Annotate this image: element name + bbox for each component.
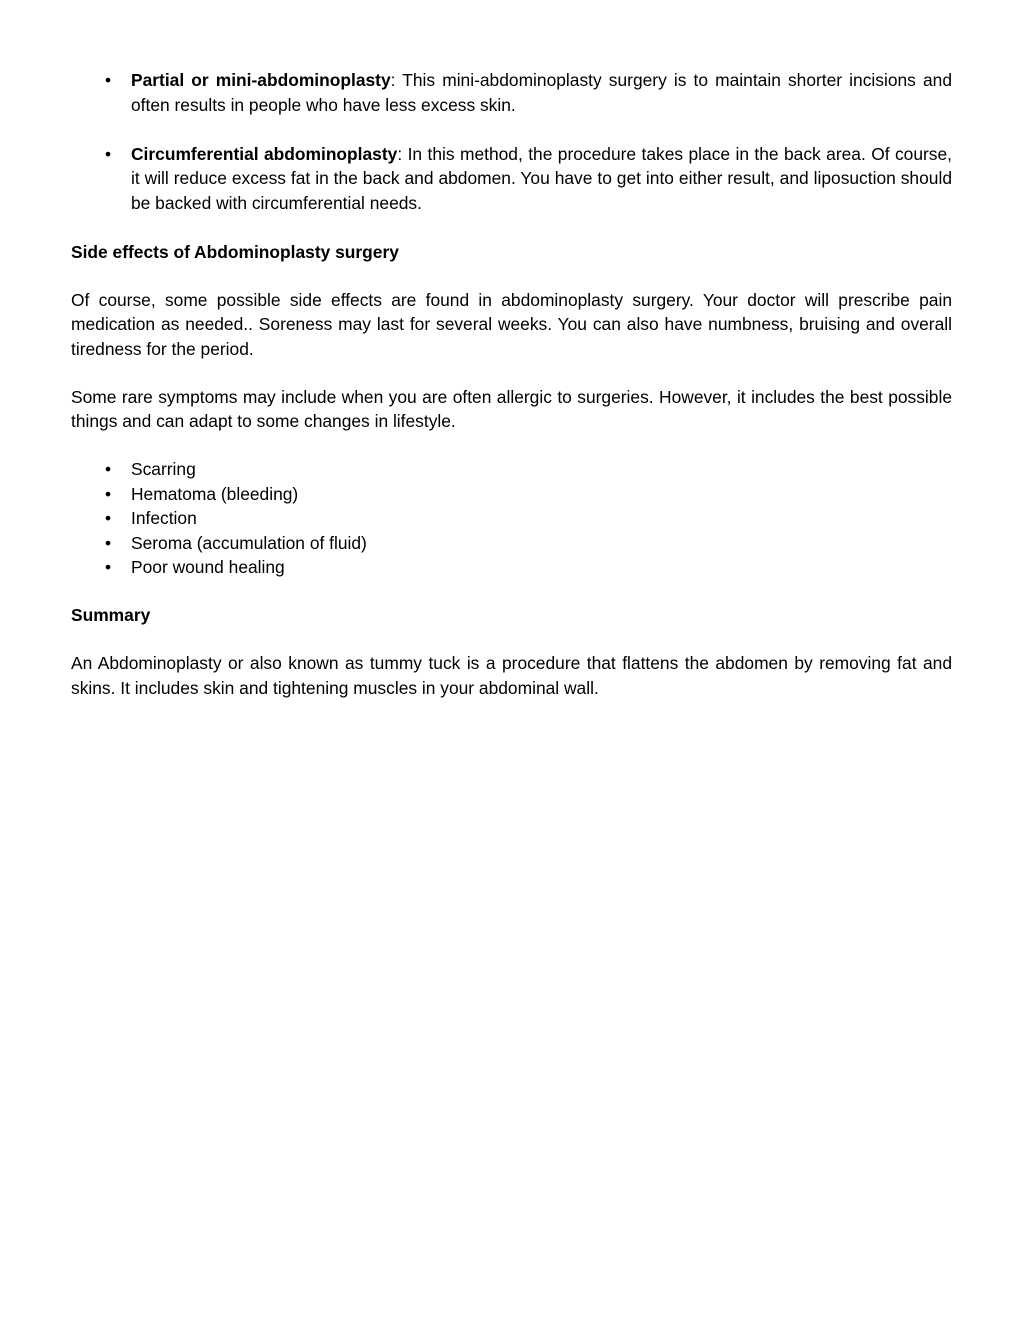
abdominoplasty-types-list: [71, 68, 952, 215]
side-effects-list: [71, 457, 952, 580]
list-item: [71, 457, 952, 482]
type-description: : In this method, the procedure takes place in the back area. Of course, it will reduce excess fat in the back and abdomen. You have to get into either result, and liposuction should be backed with circumferential needs.: [131, 143, 952, 213]
type-entry: [131, 142, 952, 216]
type-description: : This mini-abdominoplasty surgery is to maintain shorter incisions and often results in people who have less excess skin.: [131, 70, 952, 115]
bullet-icon: •: [104, 483, 112, 504]
list-item: [71, 506, 952, 531]
side-effect-label: Poor wound healing: [131, 557, 285, 577]
bullet-icon: •: [104, 508, 112, 528]
list-item: [71, 142, 952, 216]
bullet-icon: •: [104, 143, 112, 164]
bullet-icon: •: [104, 532, 112, 553]
list-item: [71, 555, 952, 580]
bullet-icon: •: [104, 459, 112, 479]
spacer: [71, 628, 952, 652]
spacer: [71, 580, 952, 604]
spacer: [71, 361, 952, 385]
type-term: Partial or mini-abdominoplasty: [131, 70, 391, 90]
side-effect-label: Scarring: [131, 459, 196, 479]
list-item: [71, 68, 952, 117]
bullet-icon: •: [104, 70, 112, 90]
type-term: Circumferential abdominoplasty: [131, 143, 398, 164]
document-page: [71, 68, 952, 700]
spacer: [71, 434, 952, 458]
rare-symptoms-paragraph: Some rare symptoms may include when you are often allergic to surgeries. However, it includes the best possible things and can adapt to some changes in lifestyle.: [71, 386, 952, 431]
side-effects-heading: Side effects of Abdominoplasty surgery: [71, 241, 399, 262]
list-item: [71, 482, 952, 507]
side-effects-paragraph: Of course, some possible side effects are found in abdominoplasty surgery. Your doctor will prescribe pain medication as needed.. Soreness may last for several weeks. You can also have numbness, bruising and overall tiredness for the period.: [71, 289, 952, 359]
list-item: [71, 531, 952, 556]
side-effect-label: Seroma (accumulation of fluid): [131, 532, 367, 553]
side-effect-label: Infection: [131, 508, 197, 528]
summary-heading: Summary: [71, 605, 151, 625]
bullet-icon: •: [104, 557, 112, 577]
summary-paragraph: An Abdominoplasty or also known as tummy tuck is a procedure that flattens the abdomen by removing fat and skins. It includes skin and tightening muscles in your abdominal wall.: [71, 653, 952, 698]
side-effect-label: Hematoma (bleeding): [131, 483, 299, 504]
type-entry: [131, 68, 952, 117]
spacer: [71, 264, 952, 288]
